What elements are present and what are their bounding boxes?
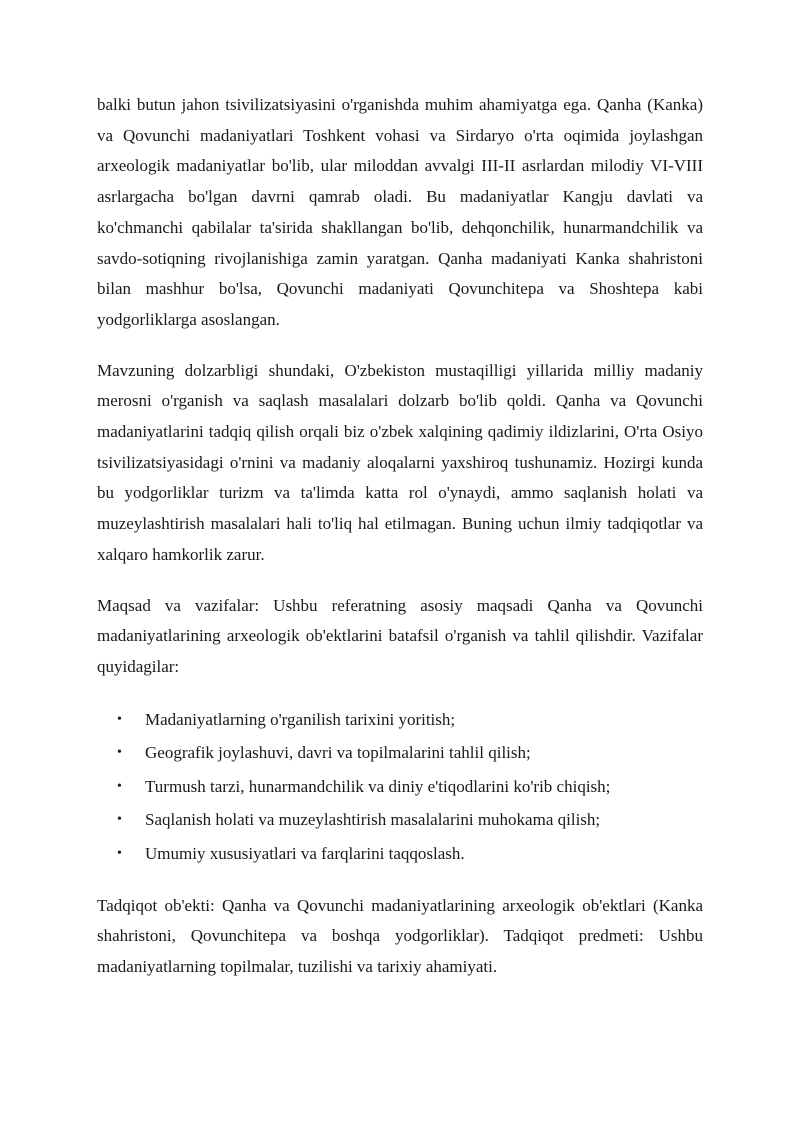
bullet-icon: • — [117, 711, 122, 727]
bullet-icon: • — [117, 846, 122, 862]
goals-paragraph: Maqsad va vazifalar: Ushbu referatning asosiy maqsadi Qanha va Qovunchi madaniyatlarining arxeologik ob'ektlarini batafsil o'rganish va tahlil qilishdir. Vazifalar quyidagilar: — [97, 595, 703, 676]
list-item-text: Madaniyatlarning o'rganilish tarixini yoritish; — [145, 709, 456, 729]
list-item — [97, 736, 703, 770]
relevance-paragraph: Mavzuning dolzarbligi shundaki, O'zbekiston mustaqilligi yillarida milliy madaniy merosni o'rganish va saqlash masalalari dolzarb bo'lib qoldi. Qanha va Qovunchi madaniyatlarini tadqiq qilish orqali biz o'zbek xalqining qadimiy ildizlarini, O'rta Osiyo tsivilizatsiyasidagi o'rnini va madaniy aloqalarni yaxshiroq tushunamiz. Hozirgi kunda bu yodgorliklar turizm va ta'limda katta rol o'ynaydi, ammo saqlanish holati va muzeylashtirish masalalari hali to'liq hal etilmagan. Buning uchun ilmiy tadqiqotlar va xalqaro hamkorlik zarur. — [97, 360, 703, 564]
list-item-text: Geografik joylashuvi, davri va topilmalarini tahlil qilish; — [145, 743, 531, 763]
research-object-paragraph: Tadqiqot ob'ekti: Qanha va Qovunchi madaniyatlarining arxeologik ob'ektlari (Kanka shahristoni, Qovunchitepa va boshqa yodgorliklar). Tadqiqot predmeti: Ushbu madaniyatlarning topilmalar, tuzilishi va tarixiy ahamiyati. — [97, 895, 703, 977]
list-item — [97, 837, 703, 871]
list-item — [97, 803, 703, 837]
document-page — [97, 90, 703, 1003]
bullet-icon: • — [117, 812, 122, 828]
intro-paragraph: balki butun jahon tsivilizatsiyasini o'rganishda muhim ahamiyatga ega. Qanha (Kanka) va Qovunchi madaniyatlari Toshkent vohasi va Sirdaryo o'rta oqimida joylashgan arxeologik madaniyatlar bo'lib, ular miloddan avvalgi III-II asrlardan milodiy VI-VIII asrlargacha bo'lgan davrni qamrab oladi. Bu madaniyatlar Kangju davlati va ko'chmanchi qabilalar ta'sirida shakllangan bo'lib, dehqonchilik, hunarmandchilik va savdo-sotiqning rivojlanishiga zamin yaratgan. Qanha madaniyati Kanka shahristoni bilan mashhur bo'lsa, Qovunchi madaniyati Qovunchitepa va Shoshtepa kabi yodgorliklarga asoslangan. — [97, 95, 703, 329]
list-item — [97, 770, 703, 804]
bullet-icon: • — [117, 745, 122, 761]
tasks-list — [97, 703, 703, 871]
list-item-text: Turmush tarzi, hunarmandchilik va diniy e'tiqodlarini ko'rib chiqish; — [145, 776, 611, 796]
bullet-icon: • — [117, 778, 122, 794]
list-item-text: Saqlanish holati va muzeylashtirish masalalarini muhokama qilish; — [145, 810, 601, 830]
list-item — [97, 703, 703, 737]
list-item-text: Umumiy xususiyatlari va farqlarini taqqoslash. — [145, 844, 465, 864]
